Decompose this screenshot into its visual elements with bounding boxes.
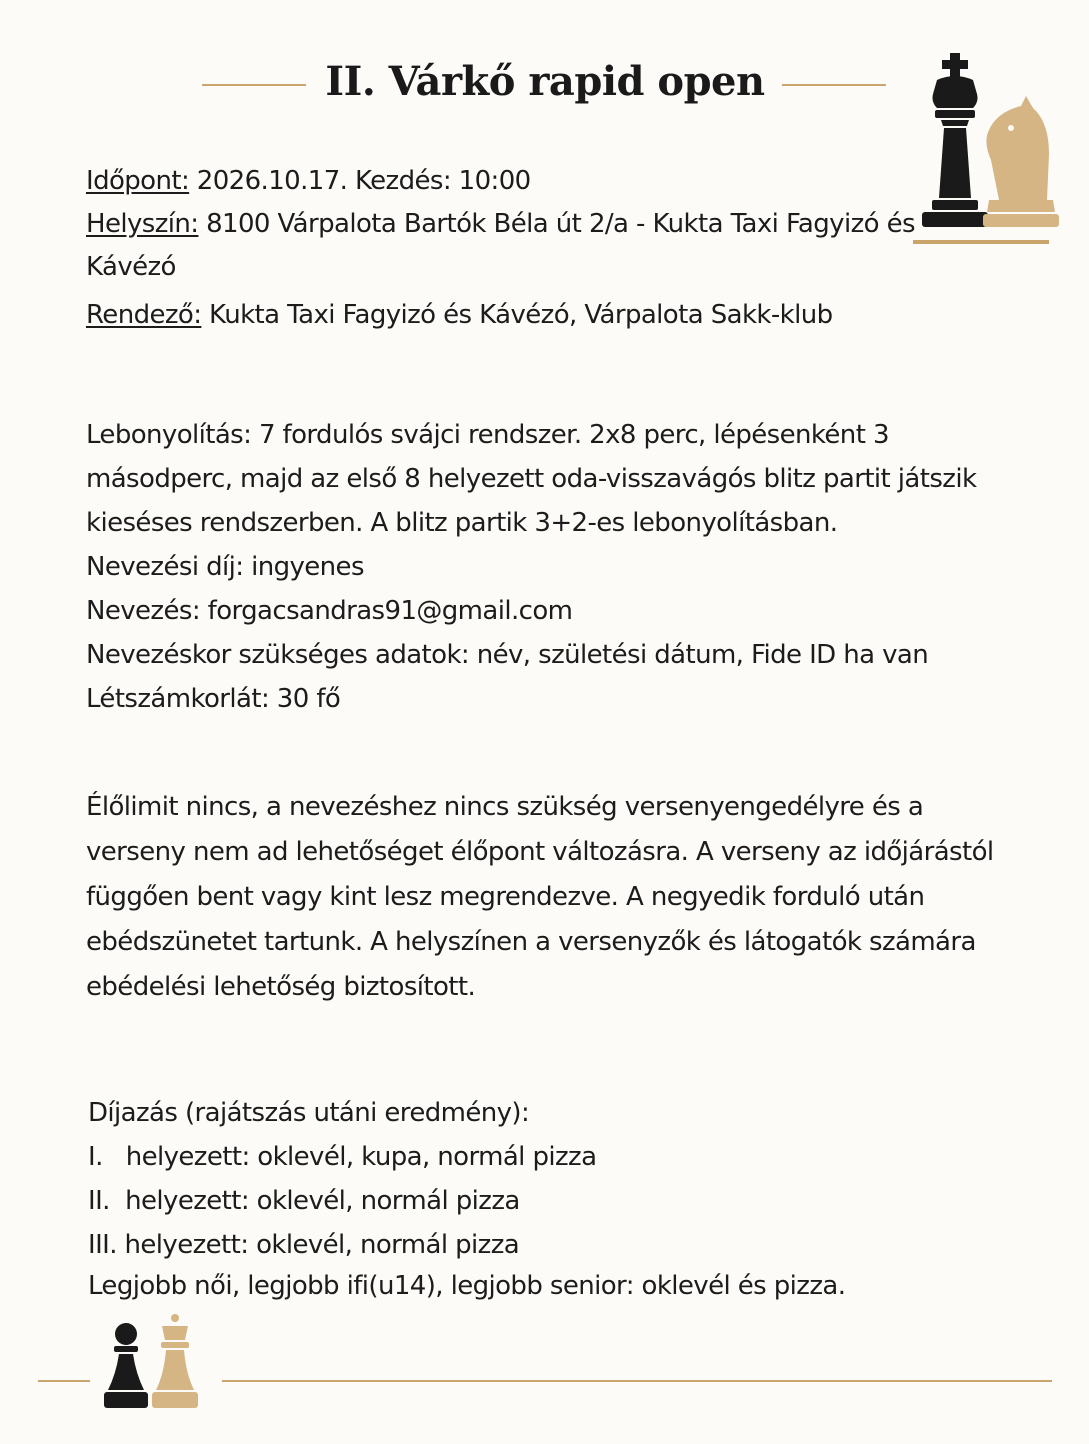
registration-email-line: Nevezés: forgacsandras91@gmail.com: [86, 596, 573, 626]
notes-line: verseny nem ad lehetőséget élőpont változásra. A verseny az időjárástól: [86, 837, 994, 867]
venue-value: 8100 Várpalota Bartók Béla út 2/a - Kukta Taxi Fagyizó és: [198, 209, 915, 239]
venue-line-cont: Kávézó: [86, 252, 176, 282]
organizer-value: Kukta Taxi Fagyizó és Kávézó, Várpalota Sakk-klub: [201, 300, 833, 330]
organizer-line: [86, 294, 915, 337]
title-rule-right: [782, 84, 886, 86]
required-data-line: Nevezéskor szükséges adatok: név, születési dátum, Fide ID ha van: [86, 640, 929, 670]
capacity-line: Létszámkorlát: 30 fő: [86, 684, 341, 714]
notes-line: ebédszünetet tartunk. A helyszínen a versenyzők és látogatók számára: [86, 927, 976, 957]
details-line: másodperc, majd az első 8 helyezett oda-visszavágós blitz partit játszik: [86, 464, 977, 494]
notes-line: függően bent vagy kint lesz megrendezve. A negyedik forduló után: [86, 882, 925, 912]
chess-knight-icon: [983, 96, 1059, 227]
chess-queen-icon: [152, 1314, 198, 1408]
prizes: [88, 1091, 845, 1305]
chess-pieces-bottom: [100, 1312, 210, 1414]
date-label: Időpont:: [86, 166, 190, 196]
prizes-heading: Díjazás (rajátszás utáni eredmény):: [88, 1098, 530, 1128]
footer-rule-right: [222, 1380, 1052, 1382]
notes-line: Élőlimit nincs, a nevezéshez nincs szükség versenyengedélyre és a: [86, 792, 924, 822]
venue-label: Helyszín:: [86, 209, 199, 239]
entry-fee-line: Nevezési díj: ingyenes: [86, 552, 364, 582]
venue-line: [86, 203, 915, 246]
notes-line: ebédelési lehetőség biztosított.: [86, 972, 476, 1002]
page-title: II. Várkő rapid open: [325, 58, 765, 105]
special-prizes: Legjobb női, legjobb ifi(u14), legjobb senior: oklevél és pizza.: [88, 1271, 846, 1301]
title-rule-left: [202, 84, 306, 86]
chess-king-icon: [922, 53, 988, 227]
prize-item: II. helyezett: oklevél, normál pizza: [88, 1186, 520, 1216]
chess-pieces-top: [905, 50, 1060, 255]
chess-base-line: [913, 240, 1049, 244]
date-value: 2026.10.17. Kezdés: 10:00: [189, 166, 531, 196]
details-line: kieséses rendszerben. A blitz partik 3+2-es lebonyolításban.: [86, 508, 838, 538]
tournament-notes: [86, 785, 994, 1010]
event-info: [86, 160, 915, 337]
prize-item: I. helyezett: oklevél, kupa, normál pizza: [88, 1142, 597, 1172]
chess-pawn-icon: [104, 1323, 148, 1408]
details-line: Lebonyolítás: 7 fordulós svájci rendszer. 2x8 perc, lépésenként 3: [86, 420, 889, 450]
organizer-label: Rendező:: [86, 300, 202, 330]
date-line: [86, 160, 915, 203]
footer-rule-left: [38, 1380, 90, 1382]
prize-item: III. helyezett: oklevél, normál pizza: [88, 1230, 520, 1260]
tournament-details: [86, 413, 976, 721]
